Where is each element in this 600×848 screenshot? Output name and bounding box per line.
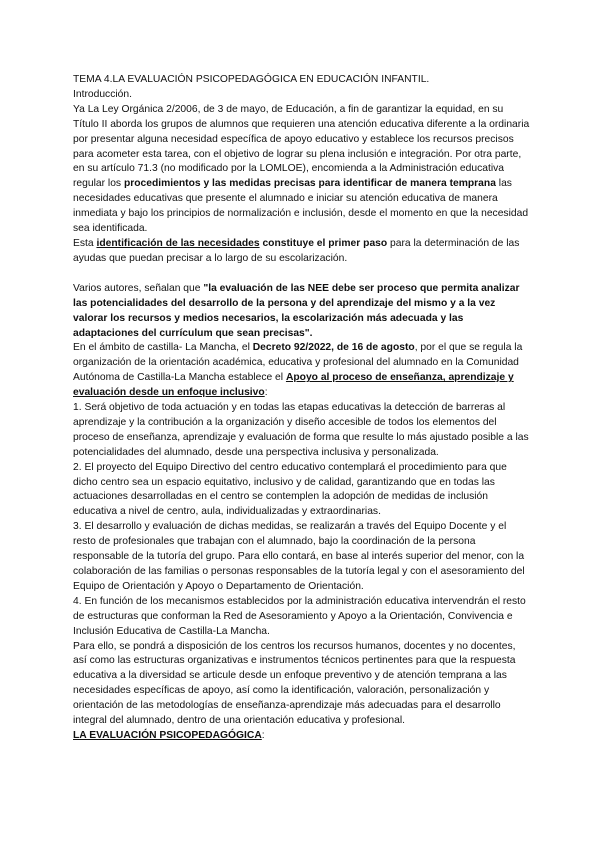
list-item: 3. El desarrollo y evaluación de dichas medidas, se realizarán a través del Equipo Docente y el resto de profesionales que trabajan con el alumnado, bajo la coordinación de la persona responsable de la tutoría del grupo. Para ello contará, en base al interés superior del menor, con la colaboración de las familias o personas responsables de la tutoría legal y con el asesoramiento del Equipo de Orientación y Apoyo o Departamento de Orientación. <box>73 521 525 592</box>
text-span: : <box>261 729 265 741</box>
bold-phrase: constituye el primer paso <box>259 237 388 249</box>
underline-span: identificación de las necesidades <box>96 237 260 249</box>
bold-decree-reference: Decreto 92/2022, de 16 de agosto <box>252 342 415 354</box>
text-span: , por el que se regula la organización de la orientación académica, educativa y profesional del alumnado en la Comunidad Autónoma de Castilla-La Mancha establece el <box>73 342 523 384</box>
text-span: Varios autores, señalan que <box>73 282 204 294</box>
intro-heading: Introducción. <box>73 88 132 100</box>
bold-quote: "la evaluación de las NEE debe ser proceso que permita analizar las potencialidades del desarrollo de la persona y del aprendizaje del mismo y a la vez valorar los recursos y medios necesarios, la escolarización más adecuada y las adaptaciones del currículum que sean precisas". <box>73 282 520 339</box>
text-span: Ya La Ley Orgánica 2/2006, de 3 de mayo, de Educación, a fin de garantizar la equidad, en su Título II aborda los grupos de alumnos que requieren una atención educativa diferente a la ordinaria por presentar alguna necesidad específica de apoyo educativo y establece los recursos precisos para acometer esta tarea, con el objetivo de lograr su plena inclusión e integración. Por otra parte, en su artículo 71.3 (no modificado por la LOMLOE), encomienda a la Administración educativa regular los <box>73 103 530 190</box>
paragraph-identification <box>73 237 531 267</box>
text-span: Esta <box>73 237 97 249</box>
text-span: las necesidades educativas que presente el alumnado e iniciar su atención educativa de manera inmediata y bajo los principios de normalización e inclusión, desde el momento en que la necesidad sea identificada. <box>73 178 529 235</box>
bold-phrase: procedimientos y las medidas precisas para identificar de manera temprana <box>123 178 496 190</box>
text-span: En el ámbito de castilla- La Mancha, el <box>73 342 253 354</box>
paragraph-decree <box>73 341 531 401</box>
paragraph-law-intro <box>73 103 531 237</box>
list-item: 1. Será objetivo de toda actuación y en todas las etapas educativas la detección de barreras al aprendizaje y la contribución a la organización y diseño accesible de todos los elementos del proceso de enseñanza, aprendizaje y evaluación de forma que resulte lo más ajustado posible a las potencialidades del alumnado, desde una perspectiva inclusiva y personalizada. <box>73 402 529 458</box>
text-span: para la determinación de las ayudas que puedan precisar a lo largo de su escolarización. <box>73 237 520 264</box>
paragraph-authors-quote <box>73 282 531 342</box>
document-title: TEMA 4.LA EVALUACIÓN PSICOPEDAGÓGICA EN EDUCACIÓN INFANTIL. <box>73 74 430 85</box>
paragraph-spacer <box>73 267 531 282</box>
list-item: 4. En función de los mecanismos establecidos por la administración educativa intervendrán el resto de estructuras que conforman la Red de Asesoramiento y Apoyo a la Orientación, Convivencia e Inclusión Educativa de Castilla-La Mancha. <box>73 595 526 637</box>
bold-underlined-phrase <box>96 238 259 249</box>
document-content <box>73 73 531 744</box>
paragraph-resources: Para ello, se pondrá a disposición de los centros los recursos humanos, docentes y no docentes, así como las estructuras organizativas e instrumentos técnicos pertinentes para que la respuesta educativa a la diversidad se articule desde un enfoque preventivo y de atención temprana a las necesidades específicas de apoyo, así como la identificación, valoración, personalización y orientación de las metodologías de enseñanza-aprendizaje más adecuadas para el desarrollo integral del alumnado, dentro de una orientación educativa y profesional. <box>73 640 516 727</box>
text-span: : <box>264 387 268 399</box>
list-item: 2. El proyecto del Equipo Directivo del centro educativo contemplará el procedimiento para que dicho centro sea un espacio equitativo, inclusivo y de calidad, garantizando que en todas las actuaciones desarrolladas en el centro se contemplen la adopción de medidas de inclusión educativa a nivel de centro, aula, individualizadas y extraordinarias. <box>73 461 507 518</box>
bold-heading <box>73 730 262 741</box>
underline-span: Apoyo al proceso de enseñanza, aprendizaje y evaluación desde un enfoque inclusivo <box>73 372 514 399</box>
underline-span: LA EVALUACIÓN PSICOPEDAGÓGICA <box>73 729 262 741</box>
section-heading <box>73 729 531 744</box>
